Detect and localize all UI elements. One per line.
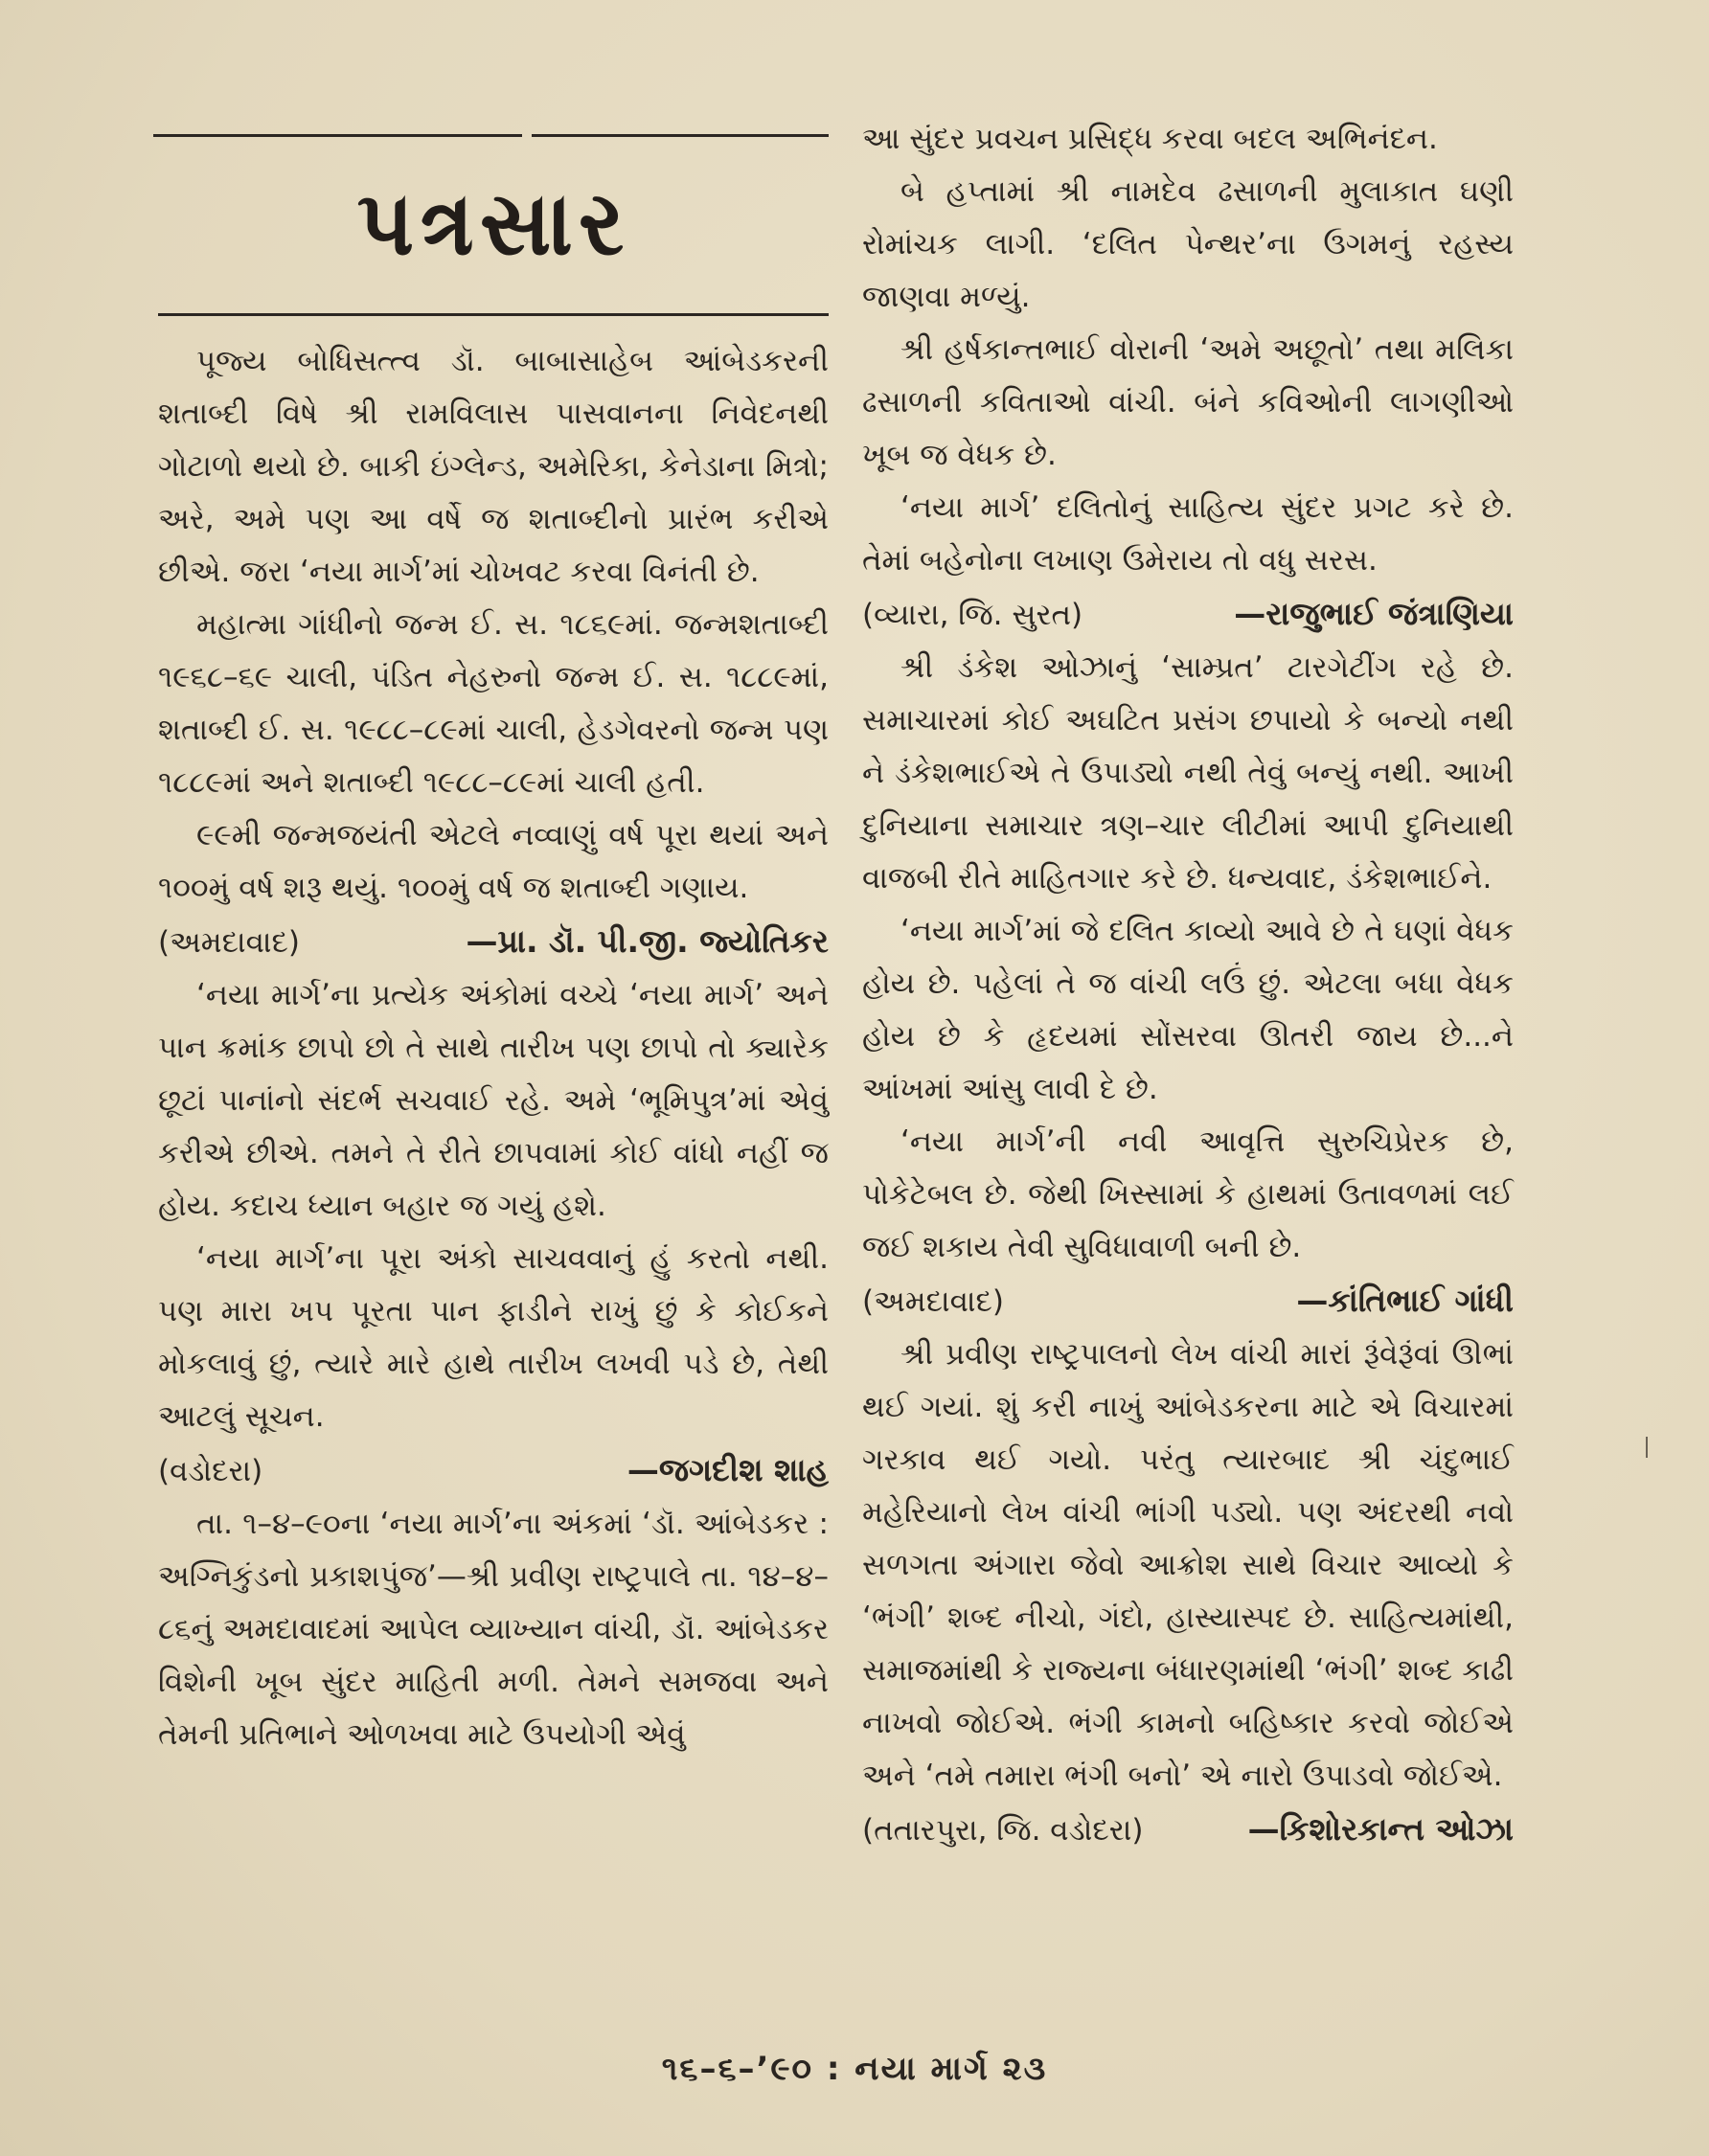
- letter-paragraph: પૂજ્ય બોધિસત્ત્વ ડૉ. બાબાસાહેબ આંબેડકરની શતાબ્દી વિષે શ્રી રામવિલાસ પાસવાનના નિવેદનથી ગોટાળો થયો છે. બાકી ઇંગ્લેન્ડ, અમેરિકા, કેનેડાના મિત્રો; અરે, અમે પણ આ વર્ષે જ શતાબ્દીનો પ્રારંભ કરીએ છીએ. જરા ‘નયા માર્ગ’માં ચોખવટ કરવા વિનંતી છે.: [158, 344, 829, 589]
- title-rule-top-left: [153, 134, 522, 137]
- signature-name: —કાંતિભાઈ ગાંધી: [1296, 1282, 1514, 1319]
- letter-paragraph: ‘નયા માર્ગ’ની નવી આવૃત્તિ સુરુચિપ્રેરક છે, પોકેટેબલ છે. જેથી ખિસ્સામાં કે હાથમાં ઉતાવળમાં લઈ જઈ શકાય તેવી સુવિધાવાળી બની છે.: [862, 1124, 1514, 1264]
- letter-paragraph: ‘નયા માર્ગ’ દલિતોનું સાહિત્ય સુંદર પ્રગટ કરે છે. તેમાં બહેનોના લખાણ ઉમેરાય તો વધુ સરસ.: [862, 490, 1514, 578]
- margin-mark: [1646, 1437, 1648, 1458]
- signature-place: (તતારપુરા, જિ. વડોદરા): [862, 1813, 1144, 1848]
- letter-signature: [862, 587, 1514, 642]
- letter-signature: [158, 1443, 829, 1498]
- letter-signature: [158, 915, 829, 969]
- letter-paragraph: શ્રી હર્ષકાન્તભાઈ વોરાની ‘અમે અછૂતો’ તથા મલિકા ઢસાળની કવિતાઓ વાંચી. બંને કવિઓની લાગણીઓ ખૂબ જ વેધક છે.: [862, 332, 1514, 472]
- signature-place: (અમદાવાદ): [862, 1284, 1004, 1319]
- letter-paragraph: ‘નયા માર્ગ’ના પ્રત્યેક અંકોમાં વચ્ચે ‘નયા માર્ગ’ અને પાન ક્રમાંક છાપો છો તે સાથે તારીખ પણ છાપો તો ક્યારેક છૂટાં પાનાંનો સંદર્ભ સચવાઈ રહે. અમે ‘ભૂમિપુત્ર’માં એવું કરીએ છીએ. તમને તે રીતે છાપવામાં કોઈ વાંધો નહીં જ હોય. કદાચ ધ્યાન બહાર જ ગયું હશે.: [158, 978, 829, 1223]
- letter-paragraph: બે હપ્તામાં શ્રી નામદેવ ઢસાળની મુલાકાત ઘણી રોમાંચક લાગી. ‘દલિત પેન્થર’ના ઉગમનું રહસ્ય જાણવા મળ્યું.: [862, 174, 1514, 314]
- letter-signature: [862, 1274, 1514, 1328]
- letter-paragraph: ‘નયા માર્ગ’માં જે દલિત કાવ્યો આવે છે તે ઘણાં વેધક હોય છે. પહેલાં તે જ વાંચી લઉં છું. એટલા બધા વેધક હોય છે કે હૃદયમાં સોંસરવા ઊતરી જાય છે...ને આંખમાં આંસુ લાવી દે છે.: [862, 914, 1514, 1106]
- signature-name: —રાજુભાઈ જંત્રાણિયા: [1234, 595, 1514, 632]
- letter-paragraph: ૯૯મી જન્મજયંતી એટલે નવ્વાણું વર્ષ પૂરા થયાં અને ૧૦૦મું વર્ષ શરૂ થયું. ૧૦૦મું વર્ષ જ શતાબ્દી ગણાય.: [158, 818, 829, 905]
- signature-name: —જગદીશ શાહ: [627, 1451, 829, 1488]
- right-column-text: [862, 113, 1514, 1857]
- letter-paragraph: ‘નયા માર્ગ’ના પૂરા અંકો સાચવવાનું હું કરતો નથી. પણ મારા ખપ પૂરતા પાન ફાડીને રાખું છું કે કોઈકને મોકલાવું છું, ત્યારે મારે હાથે તારીખ લખવી પડે છે, તેથી આટલું સૂચન.: [158, 1241, 829, 1434]
- letter-signature: [862, 1803, 1514, 1857]
- page-footer: ૧૬–૬–’૯૦ : નયા માર્ગ ૨૩: [661, 2050, 1048, 2088]
- letter-paragraph: શ્રી ડંકેશ ઓઝાનું ‘સામ્પ્રત’ ટારગેટીંગ રહે છે. સમાચારમાં કોઈ અઘટિત પ્રસંગ છપાયો કે બન્યો નથી ને ડંકેશભાઈએ તે ઉપાડ્યો નથી તેવું બન્યું નથી. આખી દુનિયાના સમાચાર ત્રણ–ચાર લીટીમાં આપી દુનિયાથી વાજબી રીતે માહિતગાર કરે છે. ધન્યવાદ, ડંકેશભાઈને.: [862, 650, 1514, 896]
- left-column-text: [158, 335, 829, 1761]
- letter-paragraph: શ્રી પ્રવીણ રાષ્ટ્રપાલનો લેખ વાંચી મારાં રૂંવેરૂંવાં ઊભાં થઈ ગયાં. શું કરી નાખું આંબેડકરના માટે એ વિચારમાં ગરકાવ થઈ ગયો. પરંતુ ત્યારબાદ શ્રી ચંદુભાઈ મહેરિયાનો લેખ વાંચી ભાંગી પડ્યો. પણ અંદરથી નવો સળગતા અંગારા જેવો આક્રોશ સાથે વિચાર આવ્યો કે ‘ભંગી’ શબ્દ નીચો, ગંદો, હાસ્યાસ્પદ છે. સાહિત્યમાંથી, સમાજમાંથી કે રાજ્યના બંધારણમાંથી ‘ભંગી’ શબ્દ કાઢી નાખવો જોઈએ. ભંગી કામનો બહિષ્કાર કરવો જોઈએ અને ‘તમે તમારા ભંગી બનો’ એ નારો ઉપાડવો જોઈએ.: [862, 1337, 1514, 1793]
- signature-place: (વ્યારા, જિ. સુરત): [862, 598, 1083, 632]
- signature-place: (વડોદરા): [158, 1454, 263, 1488]
- section-title: પત્રસાર: [356, 172, 630, 275]
- signature-place: (અમદાવાદ): [158, 925, 300, 960]
- title-rule-top-right: [532, 134, 829, 137]
- signature-name: —પ્રા. ડૉ. પી.જી. જ્યોતિકર: [466, 922, 829, 960]
- signature-name: —કિશોરકાન્ત ઓઝા: [1247, 1810, 1514, 1848]
- title-rule-bottom: [158, 313, 829, 316]
- letter-paragraph: મહાત્મા ગાંધીનો જન્મ ઈ. સ. ૧૮૬૯માં. જન્મશતાબ્દી ૧૯૬૮–૬૯ ચાલી, પંડિત નેહરુનો જન્મ ઈ. સ. ૧૮૮૯માં, શતાબ્દી ઈ. સ. ૧૯૮૮–૮૯માં ચાલી, હેડગેવરનો જન્મ પણ ૧૮૮૯માં અને શતાબ્દી ૧૯૮૮–૮૯માં ચાલી હતી.: [158, 607, 829, 800]
- letter-paragraph: તા. ૧–૪–૯૦ના ‘નયા માર્ગ’ના અંકમાં ‘ડૉ. આંબેડકર : અગ્નિકુંડનો પ્રકાશપુંજ’—શ્રી પ્રવીણ રાષ્ટ્રપાલે તા. ૧૪–૪–૮૬નું અમદાવાદમાં આપેલ વ્યાખ્યાન વાંચી, ડૉ. આંબેડકર વિશેની ખૂબ સુંદર માહિતી મળી. તેમને સમજવા અને તેમની પ્રતિભાને ઓળખવા માટે ઉપયોગી એવું: [158, 1507, 829, 1752]
- letter-paragraph: આ સુંદર પ્રવચન પ્રસિદ્ધ કરવા બદલ અભિનંદન.: [862, 122, 1438, 156]
